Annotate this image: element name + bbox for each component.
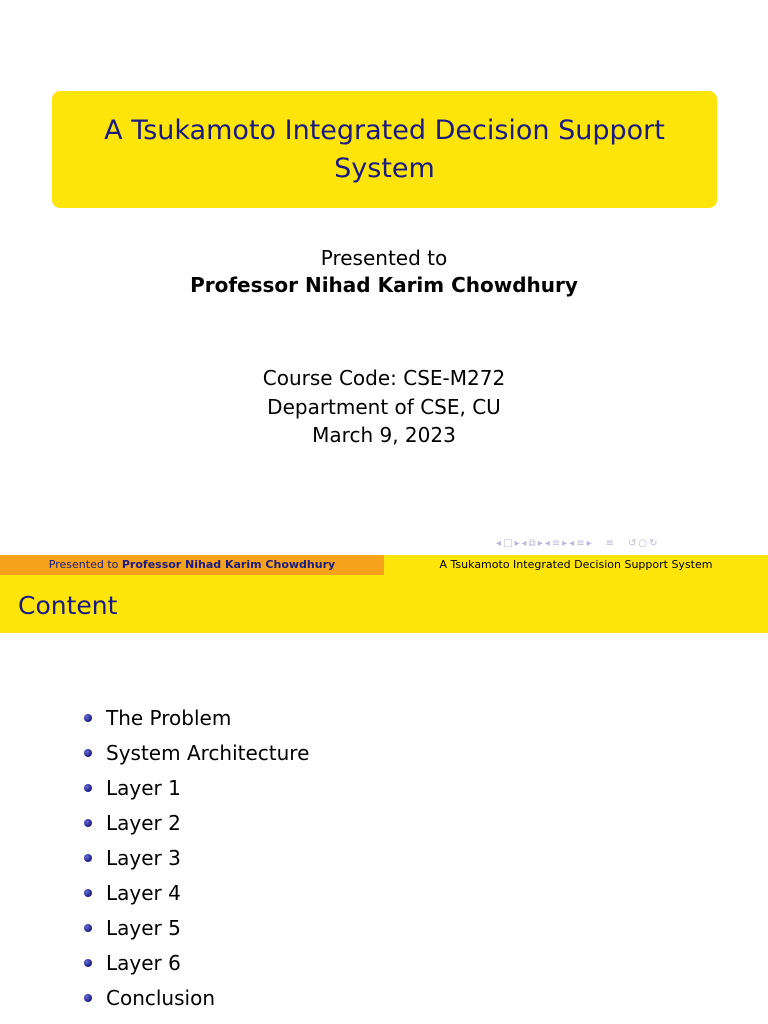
list-item: Layer 6: [84, 945, 309, 980]
date: March 9, 2023: [312, 423, 456, 447]
footer-bar: [0, 555, 768, 575]
bullet-icon: [84, 749, 92, 757]
nav-prev-section-icon[interactable]: ◂: [569, 537, 575, 549]
content-list: [84, 700, 309, 1015]
frame-title: Content: [0, 575, 768, 633]
nav-next-section-icon[interactable]: ▸: [586, 537, 592, 549]
list-item: Layer 5: [84, 910, 309, 945]
nav-slide-icon[interactable]: □: [503, 537, 513, 549]
nav-frame-icon[interactable]: ⧉: [528, 537, 536, 549]
bullet-icon: [84, 854, 92, 862]
title-box: [52, 91, 717, 208]
nav-section-icon[interactable]: ≡: [576, 537, 585, 549]
list-item: Layer 4: [84, 875, 309, 910]
department: Department of CSE, CU: [267, 394, 501, 419]
nav-prev-subsection-icon[interactable]: ◂: [544, 537, 550, 549]
nav-back-icon[interactable]: ↻: [649, 537, 658, 549]
nav-document-icon[interactable]: ≡: [605, 537, 615, 549]
footer-professor: Professor Nihad Karim Chowdhury: [121, 558, 336, 571]
bullet-icon: [84, 994, 92, 1002]
list-item: The Problem: [84, 700, 309, 735]
bullet-icon: [84, 959, 92, 967]
nav-subsection-icon[interactable]: ≡: [551, 537, 561, 549]
nav-prev-slide-icon[interactable]: ◂: [496, 537, 502, 549]
bullet-icon: [84, 924, 92, 932]
list-item: Layer 2: [84, 805, 309, 840]
list-item: Layer 3: [84, 840, 309, 875]
nav-next-subsection-icon[interactable]: ▸: [562, 537, 568, 549]
beamer-navigation: [496, 536, 766, 550]
footer-presenter: [0, 555, 384, 575]
footer-title: A Tsukamoto Integrated Decision Support System: [384, 555, 768, 575]
professor-name: Professor Nihad Karim Chowdhury: [190, 273, 578, 297]
list-item: Conclusion: [84, 980, 309, 1015]
footer-presented-prefix: Presented to: [48, 558, 119, 571]
nav-next-slide-icon[interactable]: ▸: [514, 537, 520, 549]
nav-next-frame-icon[interactable]: ▸: [537, 537, 543, 549]
nav-zoom-icon[interactable]: ○: [638, 537, 648, 549]
bullet-icon: [84, 819, 92, 827]
list-item: Layer 1: [84, 770, 309, 805]
list-item: System Architecture: [84, 735, 309, 770]
slide-title: A Tsukamoto Integrated Decision Support System: [104, 114, 665, 184]
presented-to-label: Presented to: [320, 246, 448, 270]
bullet-icon: [84, 889, 92, 897]
nav-search-icon[interactable]: ↺: [628, 537, 637, 549]
bullet-icon: [84, 784, 92, 792]
course-code: Course Code: CSE-M272: [262, 366, 506, 390]
nav-prev-frame-icon[interactable]: ◂: [521, 537, 527, 549]
bullet-icon: [84, 714, 92, 722]
course-info: [0, 364, 768, 450]
